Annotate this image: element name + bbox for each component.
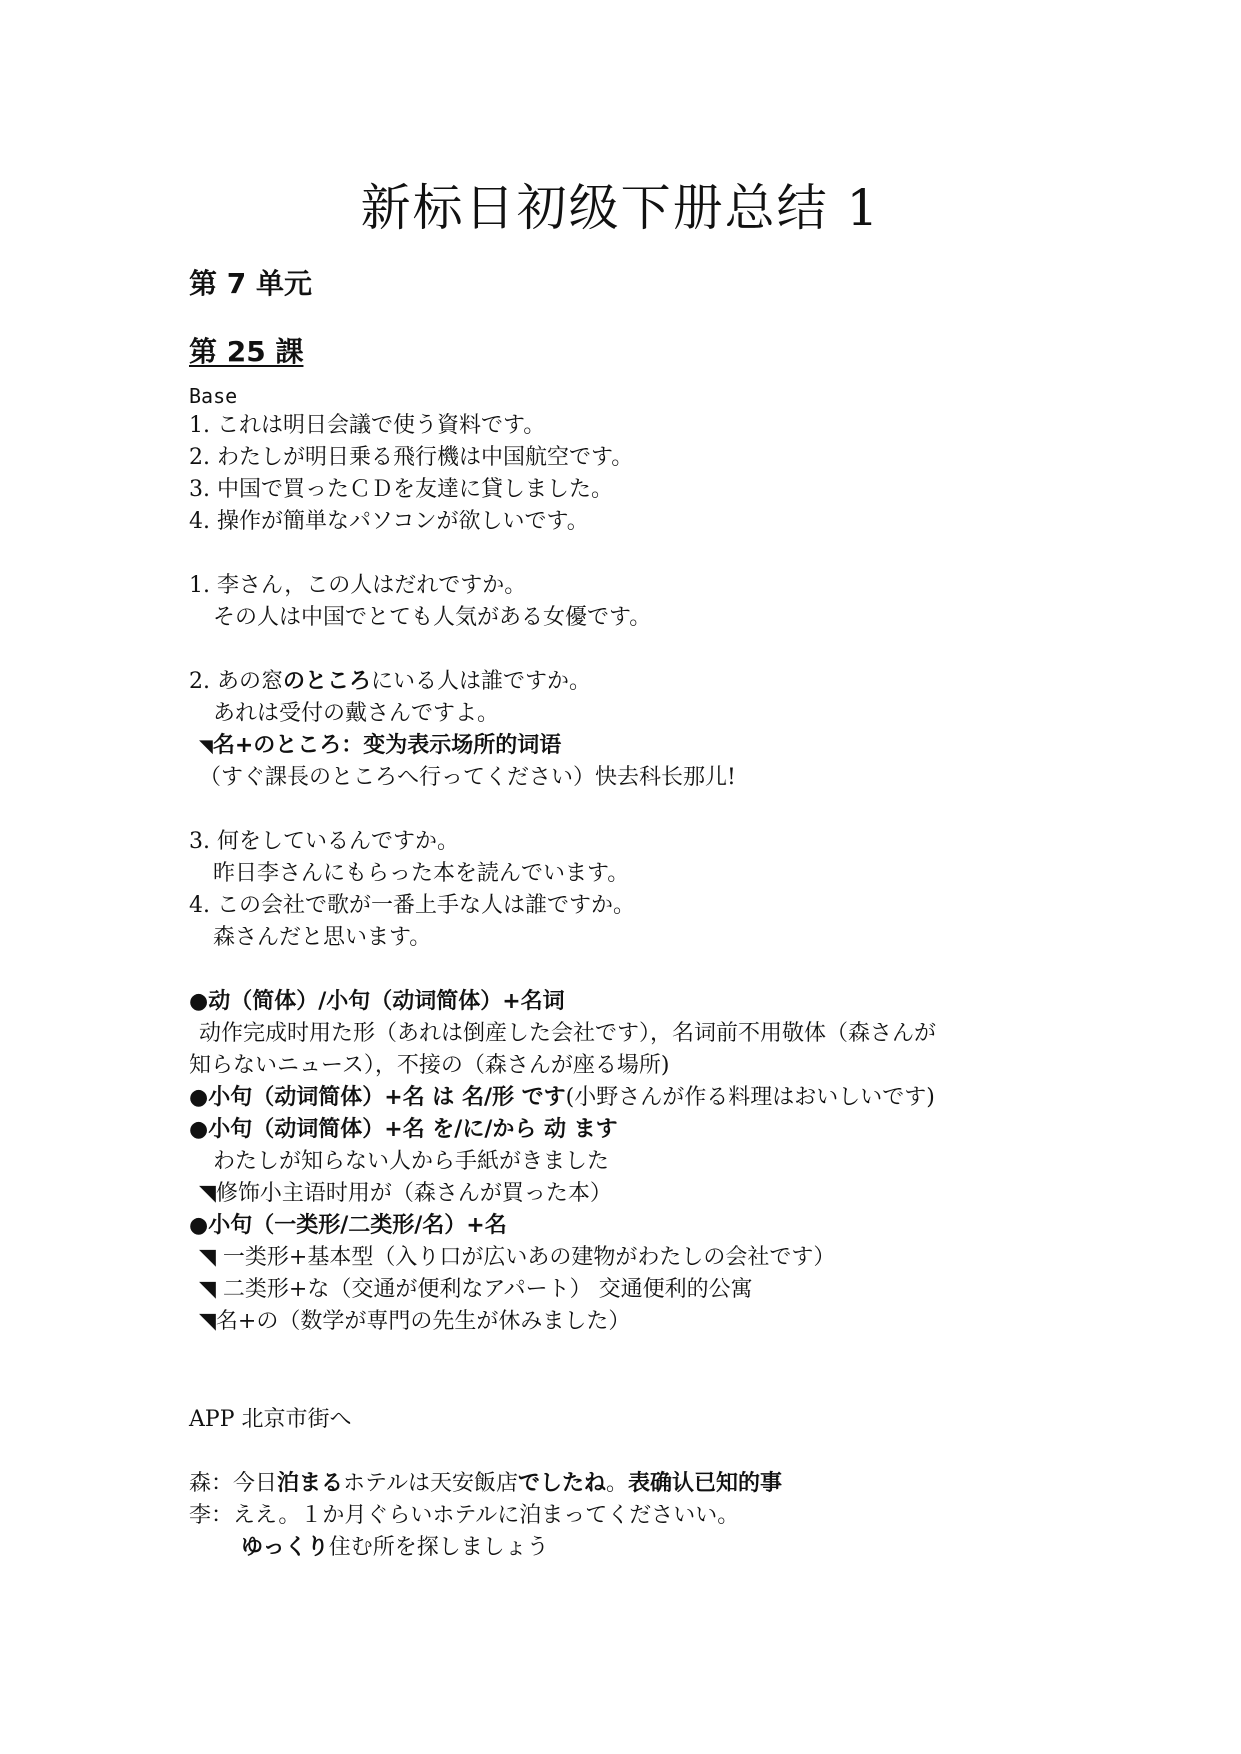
base-label: Base [189, 384, 238, 408]
grammar-point-4: ●小句（一类形/二类形/名）+名 [189, 1213, 507, 1238]
grammar-point-4-item-3: ◥名+の（数学が専門の先生が休みました） [199, 1309, 631, 1334]
grammar-point-1-line-1: 动作完成时用た形（あれは倒産した会社です），名词前不用敬体（森さんが [199, 1021, 937, 1046]
app-heading: APP 北京市街へ [189, 1407, 352, 1432]
dialogue-line-1-part-a: 今日 [233, 1471, 278, 1496]
base-sentence-3: 3. 中国で買ったＣＤを友達に貸しました。 [189, 477, 613, 502]
grammar-point-1: ●动（简体）/小句（动词简体）+名词 [189, 989, 565, 1014]
document-title: 新标日初级下册总结 1 [360, 179, 881, 237]
example-1-answer: その人は中国でとても人気がある女優です。 [213, 605, 652, 630]
example-2-question [189, 666, 591, 698]
dialogue-line-3-text: 住む所を探しましょう [328, 1535, 549, 1560]
grammar-point-3-note: ◥修饰小主语时用が（森さんが買った本） [199, 1181, 612, 1206]
speaker-mori: 森： [189, 1471, 234, 1496]
grammar-point-3: ●小句（动词简体）+名 を/に/から 动 ます [189, 1117, 618, 1142]
dialogue-line-1-part-d: でしたね [517, 1471, 606, 1496]
grammar-point-2-pattern: ●小句（动词简体）+名 は 名/形 です [189, 1085, 566, 1110]
grammar-point-4-item-2: ◥ 二类形+な（交通が便利なアパート） 交通便利的公寓 [199, 1277, 753, 1302]
example-2-answer: あれは受付の戴さんですよ。 [213, 701, 500, 726]
grammar-point-2 [189, 1082, 935, 1114]
dialogue-line-2 [189, 1500, 739, 1532]
example-2-usage: （すぐ課長のところへ行ってください）快去科长那儿! [199, 765, 736, 790]
dialogue-line-3 [241, 1532, 549, 1564]
dialogue-line-3-bold: ゆっくり [241, 1535, 329, 1560]
example-3-question: 3. 何をしているんですか。 [189, 829, 459, 854]
example-4-question: 4. この会社で歌が一番上手な人は誰ですか。 [189, 893, 635, 918]
example-2-note-text: 名+のところ：变为表示场所的词语 [212, 733, 562, 758]
dialogue-line-1-note: 表确认已知的事 [627, 1471, 782, 1496]
grammar-point-3-example: わたしが知らない人から手紙がきました [213, 1149, 610, 1174]
dialogue-line-2-text: ええ。１か月ぐらいホテルに泊まってくださいい。 [233, 1503, 740, 1528]
base-sentence-1: 1. これは明日会議で使う資料です。 [189, 413, 546, 438]
grammar-point-4-item-1: ◥ 一类形+基本型（入り口が広いあの建物がわたしの会社です） [199, 1245, 836, 1270]
grammar-point-2-example: (小野さんが作る料理はおいしいです) [565, 1085, 935, 1110]
dialogue-line-1-part-c: ホテルは天安飯店 [343, 1471, 518, 1496]
example-2-question-bold: のところ [282, 669, 371, 694]
lesson-heading: 第 25 課 [189, 335, 304, 368]
dialogue-line-1 [189, 1468, 782, 1500]
example-3-answer: 昨日李さんにもらった本を読んでいます。 [213, 861, 630, 886]
example-2-question-pre: 2. あの窓 [189, 669, 283, 694]
speaker-li: 李： [189, 1503, 234, 1528]
base-sentence-4: 4. 操作が簡単なパソコンが欲しいです。 [189, 509, 589, 534]
corner-marker-icon: ◥ [199, 736, 213, 757]
example-2-note [199, 730, 561, 763]
dialogue-line-1-part-b: 泊まる [277, 1471, 344, 1496]
example-2-question-post: にいる人は誰ですか。 [371, 669, 592, 694]
grammar-point-1-line-2: 知らないニュース），不接の（森さんが座る場所) [189, 1053, 670, 1078]
dialogue-line-1-part-e: 。 [605, 1471, 628, 1496]
base-sentence-2: 2. わたしが明日乗る飛行機は中国航空です。 [189, 445, 634, 470]
example-1-question: 1. 李さん，この人はだれですか。 [189, 573, 527, 598]
example-4-answer: 森さんだと思います。 [213, 925, 432, 950]
unit-heading: 第 7 单元 [189, 267, 312, 300]
